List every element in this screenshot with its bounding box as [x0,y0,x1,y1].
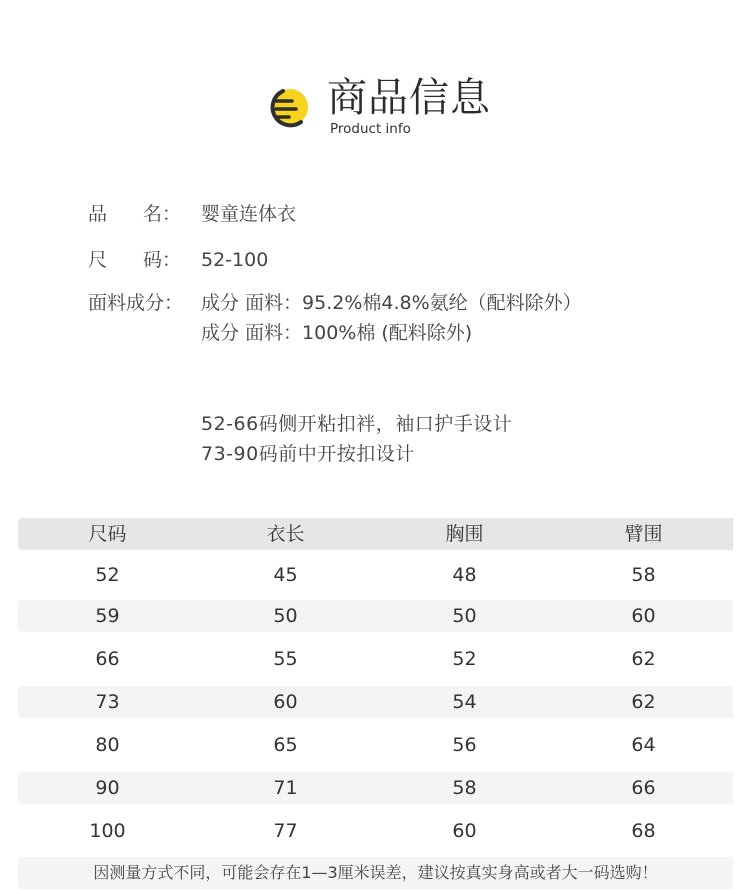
table-cell: 52 [95,564,120,586]
info-value-size: 52-100 [201,249,269,271]
info-label-name-b: 名： [143,203,182,225]
info-label-name-a: 品 [88,203,108,225]
table-cell: 56 [452,734,477,756]
document-list-icon [263,82,313,132]
table-cell: 77 [273,820,298,842]
table-cell: 100 [89,820,126,842]
table-row [18,815,733,847]
section-header [263,74,503,144]
info-value-fabric-2: 成分 面料：100%棉 (配料除外) [201,322,473,344]
page-title: 商品信息 [327,75,491,121]
table-cell: 65 [273,734,298,756]
table-cell: 64 [631,734,656,756]
table-header-cell: 臂围 [624,523,663,545]
table-cell: 60 [273,691,298,713]
table-cell: 58 [452,777,477,799]
info-label-size-a: 尺 [88,249,108,271]
table-header-row [18,518,733,550]
table-cell: 52 [452,648,477,670]
table-cell: 66 [631,777,656,799]
table-cell: 73 [95,691,120,713]
table-row [18,600,733,632]
table-header-cell: 尺码 [88,523,127,545]
info-value-name: 婴童连体衣 [201,203,297,225]
info-label-size-b: 码： [143,249,182,271]
table-cell: 62 [631,691,656,713]
measurement-disclaimer: 因测量方式不同，可能会存在1—3厘米误差，建议按真实身高或者大一码选购！ [18,857,733,889]
info-label-name [88,202,198,226]
page-subtitle: Product info [330,121,411,137]
table-cell: 90 [95,777,120,799]
table-cell: 62 [631,648,656,670]
table-cell: 58 [631,564,656,586]
table-cell: 80 [95,734,120,756]
table-row [18,686,733,718]
table-header-cell: 胸围 [445,523,484,545]
table-cell: 60 [452,820,477,842]
table-cell: 55 [273,648,298,670]
table-cell: 66 [95,648,120,670]
table-cell: 59 [95,605,120,627]
info-value-fabric-1: 成分 面料：95.2%棉4.8%氨纶（配料除外） [201,292,582,314]
info-label-size [88,248,198,272]
note-line-2: 73-90码前中开按扣设计 [201,443,415,465]
table-cell: 50 [273,605,298,627]
table-row [18,772,733,804]
table-cell: 50 [452,605,477,627]
note-line-1: 52-66码侧开粘扣袢，袖口护手设计 [201,413,513,435]
table-cell: 68 [631,820,656,842]
info-label-fabric: 面料成分： [88,292,184,314]
table-cell: 60 [631,605,656,627]
table-cell: 48 [452,564,477,586]
table-cell: 71 [273,777,298,799]
table-header-cell: 衣长 [266,523,305,545]
table-row [18,643,733,675]
table-cell: 54 [452,691,477,713]
table-row [18,559,733,591]
table-cell: 45 [273,564,298,586]
table-row [18,729,733,761]
